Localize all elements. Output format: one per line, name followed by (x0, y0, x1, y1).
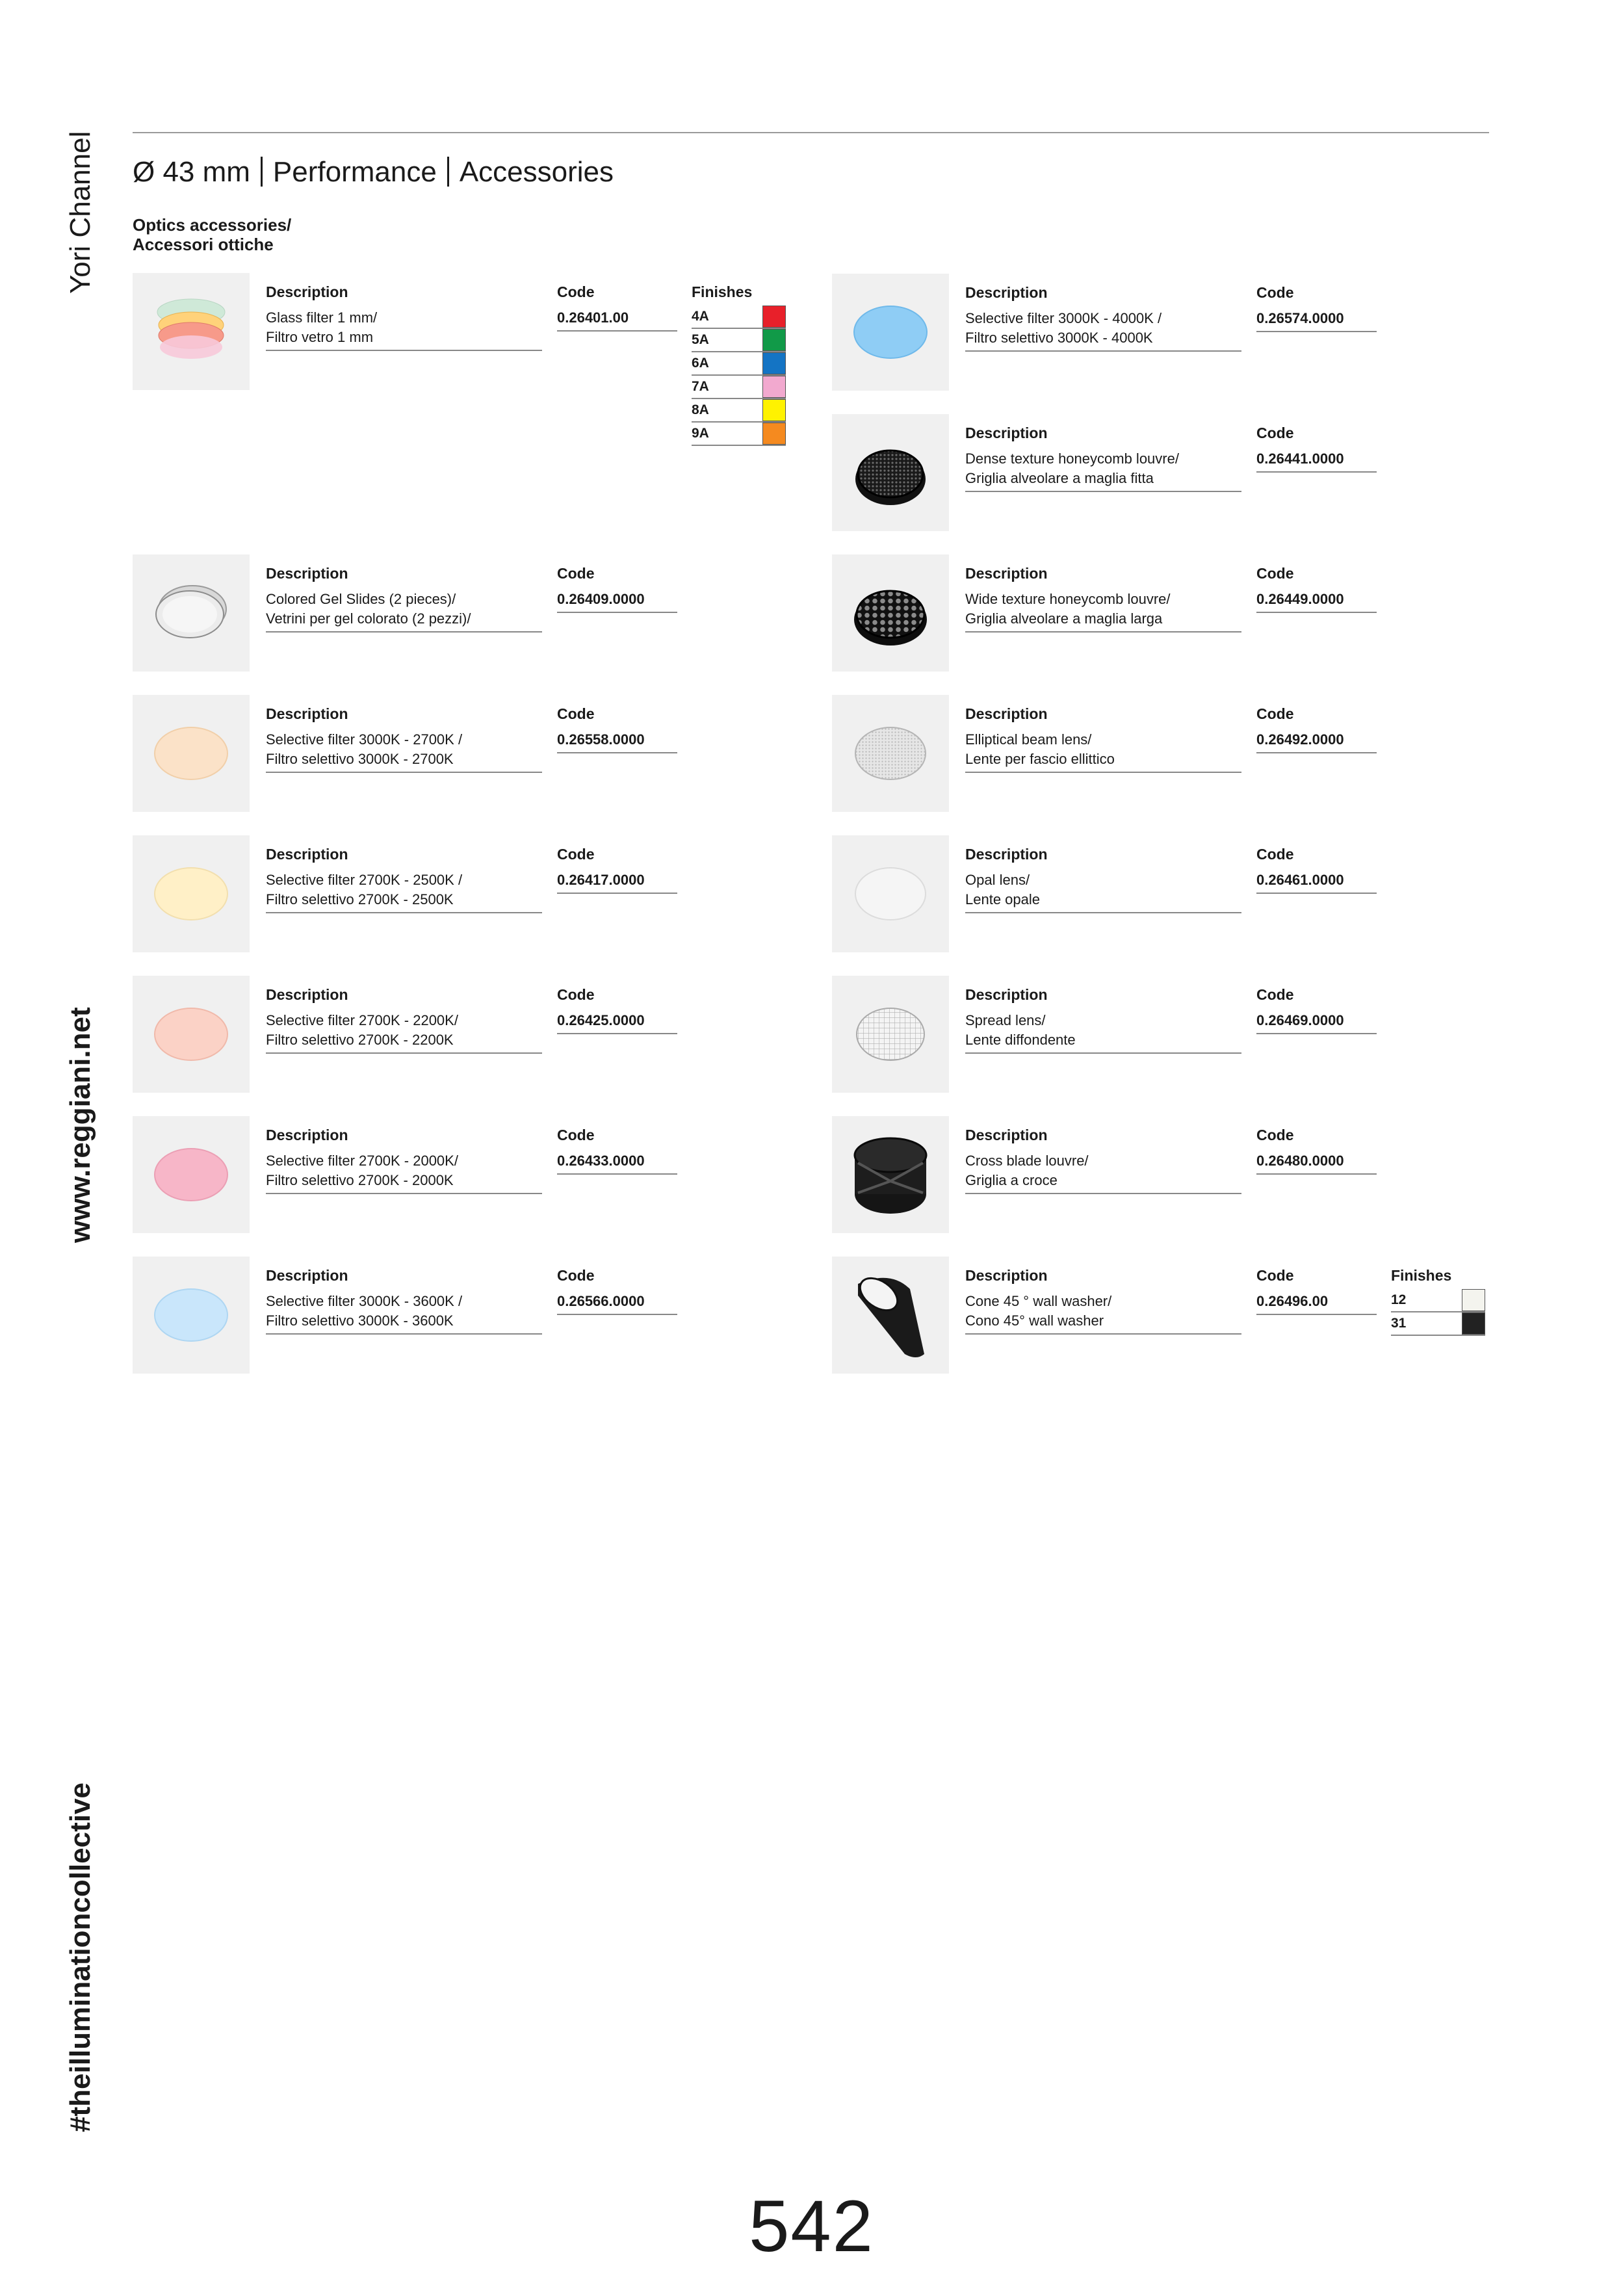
product-code: 0.26558.0000 (557, 730, 677, 753)
code-label: Code (557, 565, 595, 582)
title-series: Performance (272, 156, 437, 188)
code-label: Code (1256, 424, 1294, 441)
finish-swatch (1462, 1312, 1485, 1335)
finish-swatch (1462, 1289, 1485, 1311)
honeycomb-louvre-image (832, 414, 949, 531)
description-label: Description (965, 284, 1048, 301)
product-code: 0.26480.0000 (1256, 1151, 1377, 1175)
finishes-label: Finishes (692, 283, 753, 300)
section-subtitle (133, 215, 291, 254)
accessory-item (133, 273, 783, 441)
code-label: Code (1256, 1267, 1294, 1284)
finish-swatch (762, 352, 786, 374)
finishes-list (1391, 1289, 1485, 1336)
description-label: Description (266, 1267, 348, 1284)
subtitle-line2: Accessori ottiche (133, 235, 274, 254)
finish-row: 31 (1391, 1312, 1485, 1336)
accessory-item (832, 976, 1482, 1093)
header-rule (133, 132, 1489, 133)
title-size: Ø 43 mm (133, 156, 250, 188)
finishes-label: Finishes (1391, 1267, 1452, 1284)
description-label: Description (266, 705, 348, 722)
description-label: Description (965, 1267, 1048, 1284)
product-code: 0.26417.0000 (557, 870, 677, 894)
filter-disc-image (133, 835, 250, 952)
description-label: Description (266, 565, 348, 582)
sidebar-hashtag: #theilluminationcollective (64, 1782, 96, 2132)
accessory-item (832, 414, 1482, 531)
code-label: Code (1256, 705, 1294, 722)
finish-row: 12 (1391, 1289, 1485, 1312)
accessory-item (832, 1257, 1482, 1374)
accessory-item (832, 274, 1482, 391)
accessory-item (133, 976, 783, 1093)
accessory-item (133, 835, 783, 952)
description-text: Spread lens/ Lente diffondente (965, 1011, 1241, 1054)
product-code: 0.26492.0000 (1256, 730, 1377, 753)
product-code: 0.26433.0000 (557, 1151, 677, 1175)
finish-swatch (762, 423, 786, 445)
description-label: Description (266, 986, 348, 1003)
code-label: Code (557, 1267, 595, 1284)
description-label: Description (965, 986, 1048, 1003)
sidebar-brand: Yori Channel (64, 131, 96, 294)
finish-row: 5A (692, 329, 786, 352)
finishes-list (692, 306, 786, 446)
filter-disc-image (133, 1116, 250, 1233)
finish-row: 9A (692, 423, 786, 446)
elliptical-lens-image (832, 695, 949, 812)
code-label: Code (557, 1127, 595, 1143)
accessory-item (133, 554, 783, 672)
sidebar-website: www.reggiani.net (64, 1007, 96, 1243)
product-code: 0.26449.0000 (1256, 590, 1377, 613)
finish-row: 6A (692, 352, 786, 376)
description-text: Elliptical beam lens/ Lente per fascio ellittico (965, 730, 1241, 773)
product-code: 0.26409.0000 (557, 590, 677, 613)
description-text: Dense texture honeycomb louvre/ Griglia alveolare a maglia fitta (965, 449, 1241, 492)
description-text: Glass filter 1 mm/ Filtro vetro 1 mm (266, 308, 542, 351)
description-text: Colored Gel Slides (2 pieces)/ Vetrini per gel colorato (2 pezzi)/ (266, 590, 542, 633)
spread-lens-image (832, 976, 949, 1093)
accessory-item (832, 695, 1482, 812)
cone-wall-washer-image (832, 1257, 949, 1374)
accessory-item (133, 1116, 783, 1233)
finish-swatch (762, 399, 786, 421)
product-code: 0.26574.0000 (1256, 309, 1377, 332)
description-text: Cross blade louvre/ Griglia a croce (965, 1151, 1241, 1194)
finish-row: 7A (692, 376, 786, 399)
opal-lens-image (832, 835, 949, 952)
description-text: Selective filter 3000K - 2700K / Filtro selettivo 3000K - 2700K (266, 730, 542, 773)
finish-swatch (762, 376, 786, 398)
code-label: Code (557, 283, 595, 300)
code-label: Code (1256, 284, 1294, 301)
code-label: Code (1256, 846, 1294, 863)
description-text: Selective filter 2700K - 2500K / Filtro selettivo 2700K - 2500K (266, 870, 542, 913)
page-title (133, 156, 614, 189)
code-label: Code (1256, 565, 1294, 582)
cross-blade-louvre-image (832, 1116, 949, 1233)
code-label: Code (557, 705, 595, 722)
filter-disc-image (133, 695, 250, 812)
description-label: Description (965, 424, 1048, 441)
finish-row: 8A (692, 399, 786, 423)
title-divider (261, 157, 263, 187)
product-code: 0.26461.0000 (1256, 870, 1377, 894)
description-text: Wide texture honeycomb louvre/ Griglia alveolare a maglia larga (965, 590, 1241, 633)
colored-glass-filters-image (133, 273, 250, 390)
description-text: Selective filter 2700K - 2200K/ Filtro selettivo 2700K - 2200K (266, 1011, 542, 1054)
accessory-item (133, 1257, 783, 1374)
gel-slides-image (133, 554, 250, 672)
product-code: 0.26425.0000 (557, 1011, 677, 1034)
product-code: 0.26496.00 (1256, 1292, 1377, 1315)
description-label: Description (266, 846, 348, 863)
finish-row: 4A (692, 306, 786, 329)
accessory-item (832, 1116, 1482, 1233)
title-divider (447, 157, 449, 187)
description-label: Description (965, 705, 1048, 722)
description-text: Selective filter 3000K - 3600K / Filtro selettivo 3000K - 3600K (266, 1292, 542, 1335)
code-label: Code (1256, 1127, 1294, 1143)
finish-swatch (762, 306, 786, 328)
description-text: Opal lens/ Lente opale (965, 870, 1241, 913)
accessory-item (832, 835, 1482, 952)
product-code: 0.26469.0000 (1256, 1011, 1377, 1034)
description-label: Description (965, 565, 1048, 582)
title-section: Accessories (459, 156, 614, 188)
code-label: Code (557, 846, 595, 863)
code-label: Code (557, 986, 595, 1003)
filter-disc-image (133, 976, 250, 1093)
description-text: Cone 45 ° wall washer/ Cono 45° wall washer (965, 1292, 1241, 1335)
subtitle-line1: Optics accessories/ (133, 215, 292, 235)
finish-swatch (762, 329, 786, 351)
description-text: Selective filter 2700K - 2000K/ Filtro selettivo 2700K - 2000K (266, 1151, 542, 1194)
product-code: 0.26441.0000 (1256, 449, 1377, 473)
honeycomb-louvre-image (832, 554, 949, 672)
page-number: 542 (749, 2185, 874, 2267)
accessory-item (832, 554, 1482, 672)
product-code: 0.26401.00 (557, 308, 677, 332)
description-text: Selective filter 3000K - 4000K / Filtro selettivo 3000K - 4000K (965, 309, 1241, 352)
code-label: Code (1256, 986, 1294, 1003)
description-label: Description (965, 1127, 1048, 1143)
description-label: Description (965, 846, 1048, 863)
filter-disc-image (133, 1257, 250, 1374)
filter-disc-image (832, 274, 949, 391)
description-label: Description (266, 1127, 348, 1143)
product-code: 0.26566.0000 (557, 1292, 677, 1315)
accessory-item (133, 695, 783, 812)
description-label: Description (266, 283, 348, 300)
